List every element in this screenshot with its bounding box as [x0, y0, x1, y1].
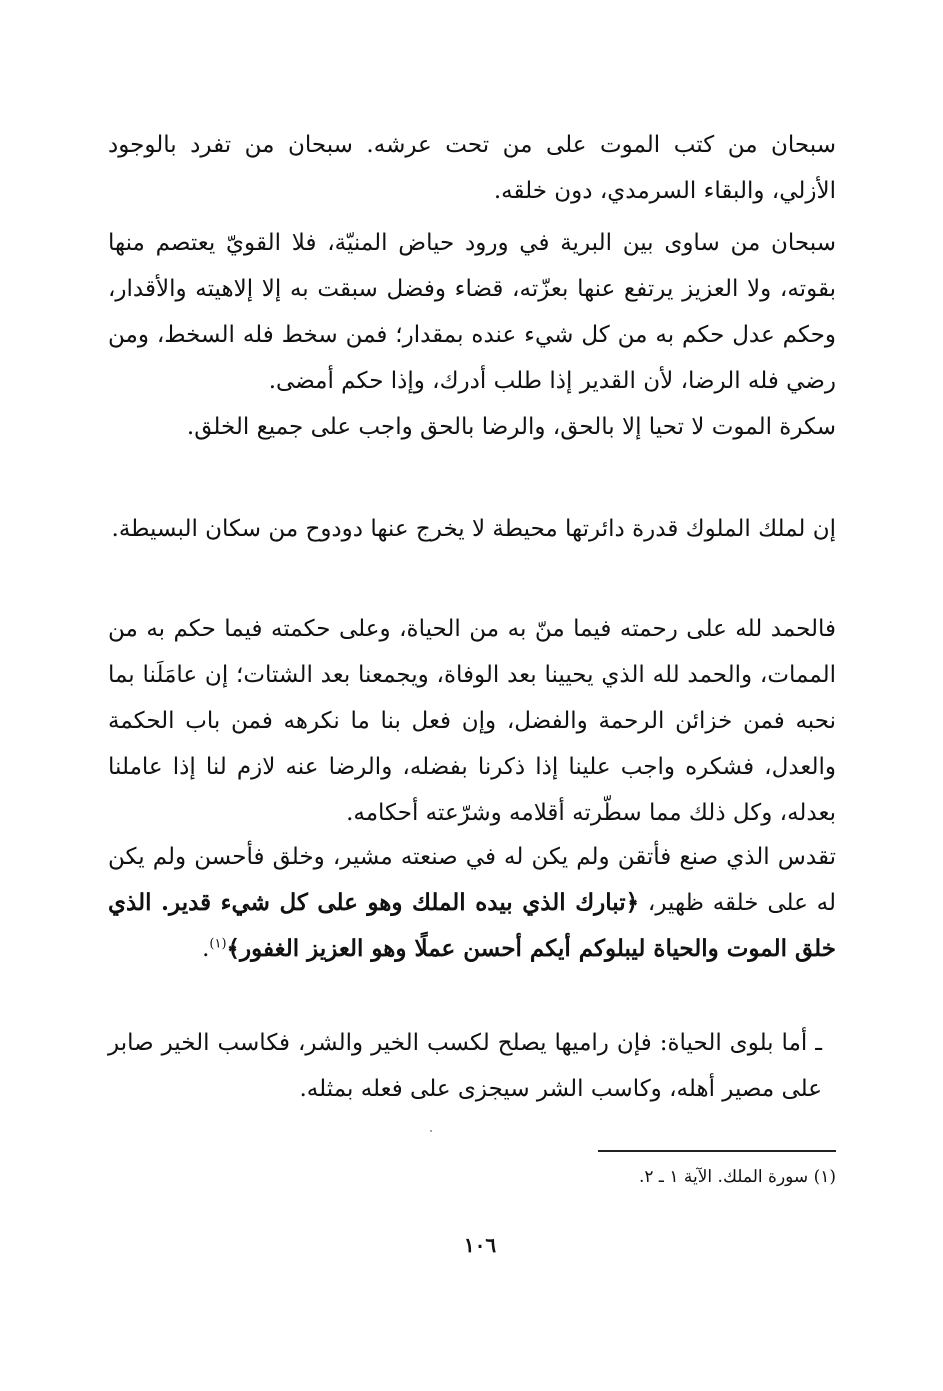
- paragraph-7-text: ـ أما بلوى الحياة: فإن راميها يصلح لكسب الخير والشر، فكاسب الخير صابر على مصير أهله، وكاسب الشر سيجزى على فعله بمثله.: [108, 1030, 822, 1102]
- paragraph-3-text: سكرة الموت لا تحيا إلا بالحق، والرضا بالحق واجب على جميع الخلق.: [186, 414, 836, 440]
- scan-speck: [430, 1130, 432, 1132]
- footnote-divider: [598, 1150, 836, 1152]
- paragraph-6-end: .: [202, 936, 210, 962]
- paragraph-1: [108, 122, 836, 214]
- paragraph-4: [108, 506, 836, 552]
- page-number-text: ١٠٦: [463, 1233, 497, 1257]
- paragraph-5: [108, 606, 836, 836]
- paragraph-2-text: سبحان من ساوى بين البرية في ورود حياض المنيّة، فلا القويّ يعتصم منها بقوته، ولا العزيز يرتفع عنها بعزّته، قضاء وفضل سبقت به إلا إلاهيته والأقدار، وحكم عدل حكم به من كل شيء عنده بمقدار؛ فمن سخط فله السخط، ومن رضي فله الرضا، لأن القدير إذا طلب أدرك، وإذا حكم أمضى.: [108, 230, 836, 394]
- footnote-text: (١) سورة الملك. الآية ١ ـ ٢.: [638, 1167, 836, 1187]
- paragraph-7: [108, 1020, 836, 1112]
- paragraph-4-text: إن لملك الملوك قدرة دائرتها محيطة لا يخرج عنها دودوح من سكان البسيطة.: [111, 516, 836, 542]
- paragraph-6-intro: تقدس الذي صنع فأتقن ولم يكن له في صنعته مشير، وخلق فأحسن ولم يكن له على خلقه ظهير،: [108, 844, 836, 916]
- paragraph-2: [108, 220, 836, 404]
- footnote-reference[interactable]: (١): [209, 936, 227, 952]
- page-number: [380, 1230, 580, 1260]
- paragraph-5-text: فالحمد لله على رحمته فيما منّ به من الحياة، وعلى حكمته فيما حكم به من الممات، والحمد لله الذي يحيينا بعد الوفاة، ويجمعنا بعد الشتات؛ إن عامَلَنا بما نحبه فمن خزائن الرحمة والفضل، وإن فعل بنا ما نكرهه فمن باب الحكمة والعدل، فشكره واجب علينا إذا ذكرنا بفضله، والرضا عنه لازم لنا إذا عاملنا بعدله، وكل ذلك مما سطّرته أقلامه وشرّعته أحكامه.: [108, 616, 836, 826]
- paragraph-3: [108, 404, 836, 450]
- paragraph-6: [108, 834, 836, 972]
- quran-quote: ﴿تبارك الذي بيده الملك وهو على كل شيء قدير. الذي خلق الموت والحياة ليبلوكم أيكم أحسن عملًا وهو العزيز الغفور﴾: [108, 889, 836, 962]
- footnote: [500, 1163, 836, 1191]
- paragraph-1-text: سبحان من كتب الموت على من تحت عرشه. سبحان من تفرد بالوجود الأزلي، والبقاء السرمدي، دون خلقه.: [108, 132, 836, 204]
